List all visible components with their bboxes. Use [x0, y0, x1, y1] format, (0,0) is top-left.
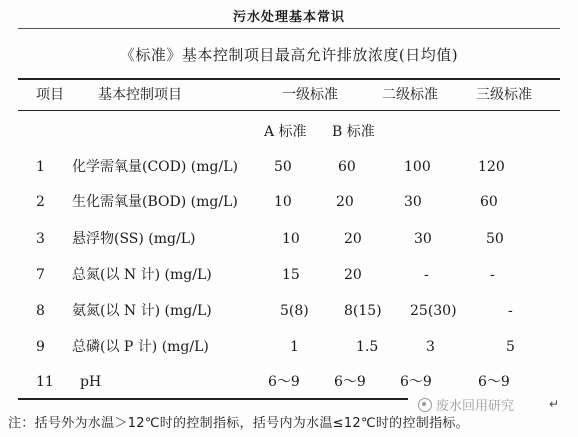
row-value-b: 20 [344, 231, 362, 247]
row-num: 2 [36, 194, 45, 210]
header-title: 污水处理基本常识 [232, 10, 345, 25]
header-divider [18, 28, 560, 29]
column-header-grade2: 二级标准 [382, 87, 438, 103]
text-cursor-icon: ↵ [549, 397, 560, 411]
footnote: 注：括号外为水温＞12℃时的控制指标，括号内为水温≤12℃时的控制指标。 [8, 416, 469, 431]
watermark-text: 废水回用研究 [436, 399, 515, 414]
row-value-grade2: 100 [404, 159, 431, 175]
row-num: 3 [36, 231, 45, 247]
column-header-grade1-b: B 标准 [332, 124, 375, 140]
column-header-num: 项目 [36, 87, 64, 103]
row-value-grade3: 6～9 [478, 374, 510, 390]
row-name: 悬浮物(SS) (mg/L) [72, 231, 196, 247]
row-value-a: 10 [274, 194, 292, 210]
row-value-b: 8(15) [344, 303, 382, 319]
row-value-a: 6～9 [268, 374, 300, 390]
row-num: 1 [36, 159, 45, 175]
row-num: 8 [36, 303, 45, 319]
table-title: 《标准》基本控制项目最高允许排放浓度(日均值) [119, 46, 459, 64]
row-value-grade3: - [508, 303, 513, 319]
row-num: 7 [36, 267, 45, 283]
row-name: 化学需氧量(COD) (mg/L) [72, 159, 238, 175]
row-value-grade2: 25(30) [410, 303, 457, 319]
row-value-grade2: 30 [404, 194, 422, 210]
row-value-grade3: 60 [480, 194, 498, 210]
wechat-logo-icon [418, 398, 432, 412]
row-name: 生化需氧量(BOD) (mg/L) [72, 194, 238, 210]
column-header-grade1-a: A 标准 [264, 124, 307, 140]
row-value-b: 60 [338, 159, 356, 175]
row-value-grade3: 5 [506, 339, 515, 355]
row-num: 11 [36, 374, 54, 390]
column-header-grade1: 一级标准 [282, 87, 338, 103]
row-value-grade2: 6～9 [400, 374, 432, 390]
row-name: 总磷(以 P 计) (mg/L) [72, 339, 209, 355]
row-value-grade3: 120 [478, 159, 505, 175]
row-value-grade3: - [490, 267, 495, 283]
row-value-a: 1 [290, 339, 299, 355]
row-value-grade2: 30 [414, 231, 432, 247]
header-rule [18, 110, 560, 111]
row-value-a: 15 [282, 267, 300, 283]
row-value-a: 10 [282, 231, 300, 247]
row-value-grade2: 3 [426, 339, 435, 355]
table-top-rule [18, 78, 560, 80]
row-name: 氨氮(以 N 计) (mg/L) [72, 303, 212, 319]
row-value-b: 20 [336, 194, 354, 210]
row-value-grade2: - [424, 267, 429, 283]
row-value-a: 5(8) [280, 303, 309, 319]
row-value-b: 1.5 [356, 339, 379, 355]
row-value-grade3: 50 [486, 231, 504, 247]
row-name: pH [80, 374, 102, 390]
row-value-b: 20 [344, 267, 362, 283]
table-bottom-rule [18, 398, 408, 400]
row-value-b: 6～9 [334, 374, 366, 390]
row-name: 总氮(以 N 计) (mg/L) [72, 267, 212, 283]
row-value-a: 50 [274, 159, 292, 175]
column-header-grade3: 三级标准 [476, 87, 532, 103]
row-num: 9 [36, 339, 45, 355]
column-header-name: 基本控制项目 [98, 87, 182, 103]
